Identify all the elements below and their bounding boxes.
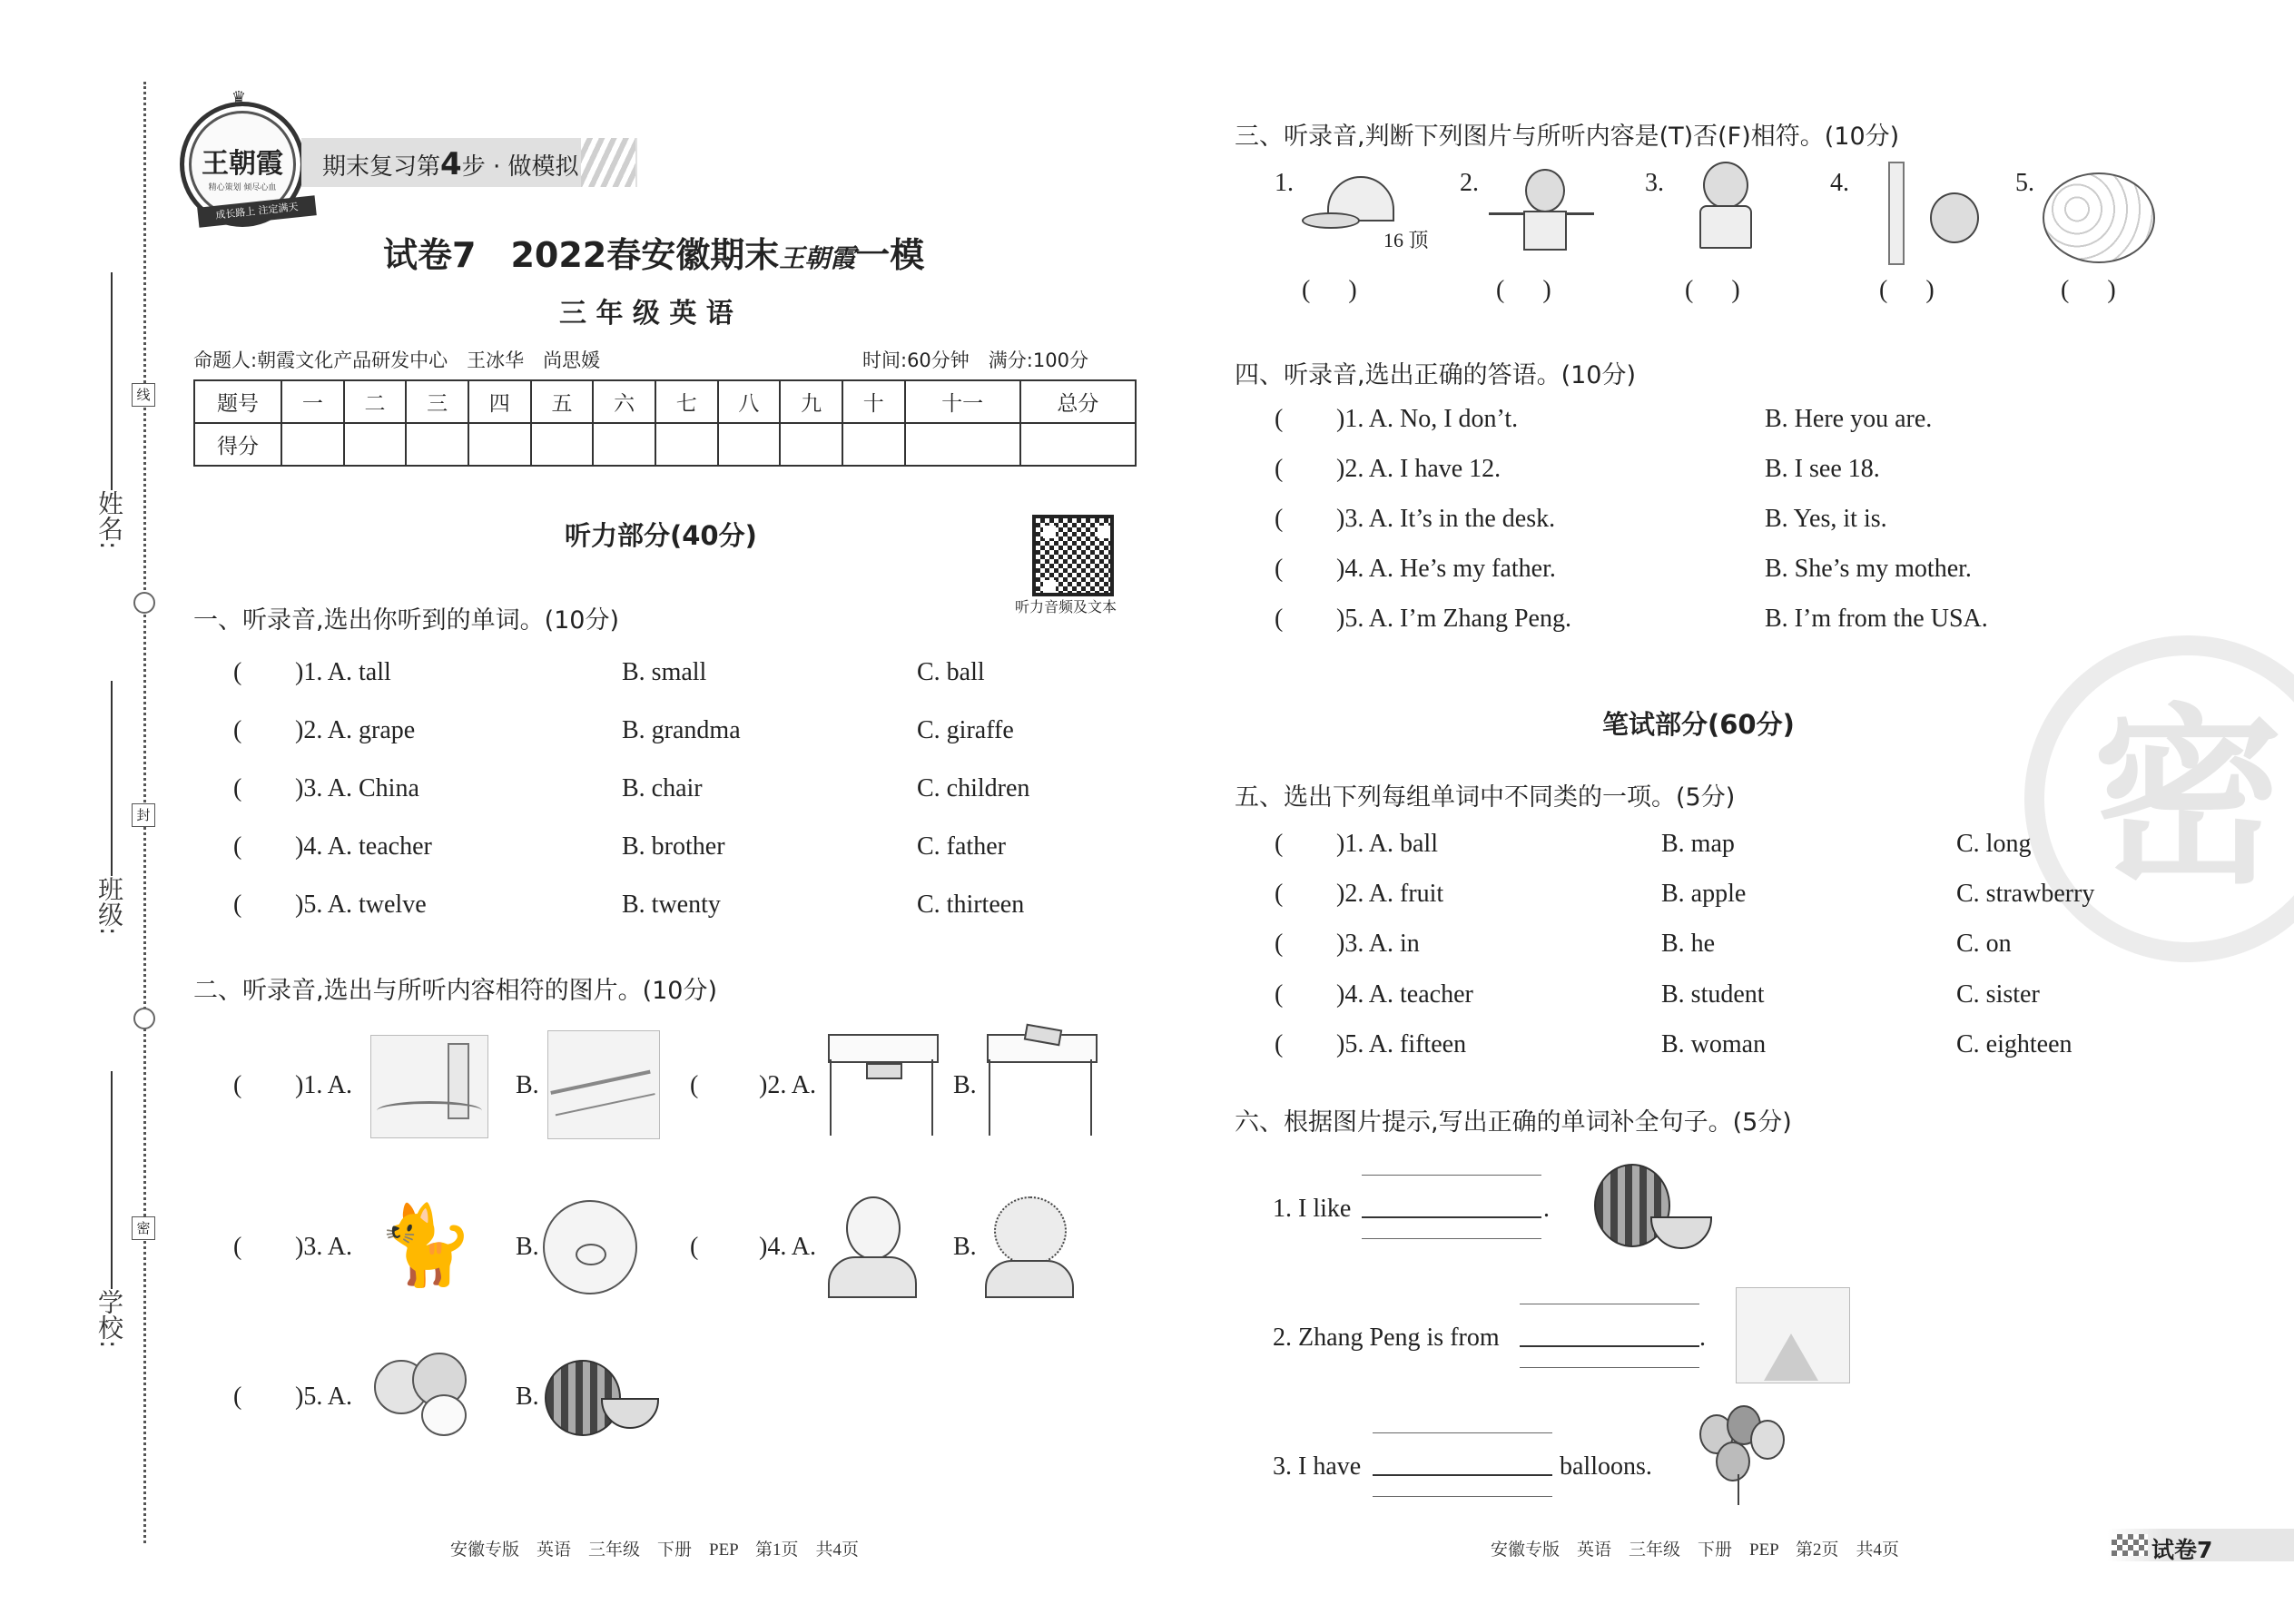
option-c: C. long [1956,830,2032,858]
option-a: )4. A. teacher [1336,980,1473,1009]
qr-caption: 听力音频及文本 [1015,598,1117,615]
balloon-shape [1716,1442,1750,1481]
option-a: )3. A. in [1336,930,1420,958]
desk-leg [1090,1059,1092,1136]
option-a: )1. A. tall [295,658,391,686]
class-label: 班级: [94,876,124,936]
score-table-score-row [194,423,1136,466]
option-b: B. She’s my mother. [1765,555,1972,583]
girl-dress [1699,205,1752,249]
option-c: C. strawberry [1956,880,2095,908]
option-a: )2. A. I have 12. [1336,455,1501,483]
apples-picture [370,1353,472,1439]
option-b: B. student [1661,980,1765,1009]
answer-paren[interactable]: ( [233,774,242,802]
guide-line [1362,1238,1541,1239]
score-input-cell[interactable] [655,423,718,466]
answer-blank-3[interactable] [1373,1474,1552,1476]
pic-label: B. [516,1383,539,1411]
answer-paren[interactable]: ( [690,1071,699,1099]
option-c: C. father [917,832,1006,861]
girl-head [1703,162,1748,209]
score-input-cell[interactable] [344,423,407,466]
option-b: B. twenty [622,891,721,919]
desk-leg [989,1059,990,1136]
grandma-body [985,1260,1074,1298]
option-c: C. children [917,774,1030,802]
answer-blank-1[interactable] [1362,1216,1541,1218]
option-b: B. brother [622,832,725,861]
q3-prefix: 3. I have [1273,1452,1362,1481]
answer-paren[interactable]: ( [1275,455,1284,483]
title-end: 一模 [855,235,925,275]
banner-prefix: 期末复习第 [322,153,441,181]
desk-picture [826,1030,937,1137]
boy-head [1930,192,1979,243]
pic-label: )5. A. [295,1383,352,1411]
answer-paren[interactable]: ( [233,891,242,919]
section-1-title: 一、听录音,选出你听到的单词。(10分) [193,606,620,635]
eggs-picture [2043,172,2155,263]
answer-paren[interactable]: ( [1275,605,1284,633]
little-girl-picture [1692,162,1756,261]
landscape-picture [1736,1287,1850,1383]
pic-label: )4. A. [759,1233,816,1261]
logo-slogan-ribbon: 成长路上 注定满天 [197,195,317,227]
option-a: )5. A. I’m Zhang Peng. [1336,605,1571,633]
score-input-cell[interactable] [905,423,1020,466]
time-score: 时间:60分钟 满分:100分 [862,349,1088,371]
score-table-header-row [194,380,1136,423]
score-input-cell[interactable] [842,423,905,466]
footer-tag: 试卷7 [2151,1537,2213,1563]
pig-snout [576,1244,606,1265]
cap-visor [1302,212,1360,229]
section-3-title: 三、听录音,判断下列图片与所听内容是(T)否(F)相符。(10分) [1235,123,1900,151]
title-brand: 王朝霞 [779,243,856,273]
guide-line [1373,1432,1552,1433]
desk-book-picture [985,1030,1096,1137]
answer-paren[interactable]: ( [1275,930,1284,958]
section-4-title: 四、听录音,选出正确的答语。(10分) [1235,361,1637,389]
q1-prefix: 1. I like [1273,1195,1352,1223]
answer-paren[interactable]: ( [1275,1030,1284,1058]
road-shape [1764,1334,1818,1381]
option-b: B. I see 18. [1765,455,1880,483]
authors: 命题人:朝霞文化产品研发中心 王冰华 尚思媛 [193,349,601,371]
answer-paren[interactable]: ( [1275,880,1284,908]
book-under-desk [866,1063,902,1079]
banner-step: 4 [440,146,462,182]
option-b: B. grandma [622,716,741,744]
logo-crown-icon: ♛ [231,88,247,107]
answer-paren[interactable]: ( [233,658,242,686]
option-c: C. eighteen [1956,1030,2072,1058]
answer-paren[interactable]: ( [233,716,242,744]
seal-mark-close: 密 [132,1216,155,1240]
desk-top [828,1034,939,1063]
item-number: 1. [1275,169,1294,197]
answer-paren[interactable]: ( [233,1383,242,1411]
option-a: )3. A. China [295,774,419,802]
paper-subtitle: 三 年 级 英 语 [559,298,733,330]
option-b: B. he [1661,930,1716,958]
girl-arms-picture [1489,169,1598,249]
watermark-seal: 密 [2024,635,2294,962]
cap-caption: 16 顶 [1383,229,1429,251]
school-field[interactable] [111,1071,113,1289]
qr-code-icon [1032,515,1114,596]
footer-tag-squares [2112,1534,2148,1556]
answer-paren[interactable]: ( [1275,405,1284,433]
answer-paren[interactable]: ( ) [1302,276,1357,304]
score-input-cell[interactable] [406,423,468,466]
score-cell: 五 [531,380,594,423]
cap-picture [1302,176,1411,231]
wall-shape [550,1070,655,1117]
score-input-cell[interactable] [468,423,531,466]
guide-line [1520,1367,1699,1368]
option-b: B. chair [622,774,703,802]
listening-title: 听力部分(40分) [565,520,757,551]
q3-suffix: balloons. [1560,1452,1652,1481]
grandpa-head [846,1196,901,1260]
score-cell: 十 [842,380,905,423]
option-b: B. Yes, it is. [1765,505,1887,533]
score-cell: 七 [655,380,718,423]
q1-suffix: . [1543,1195,1550,1223]
footer-right: 安徽专版 英语 三年级 下册 PEP 第2页 共4页 [1491,1540,1900,1560]
option-a: )1. A. No, I don’t. [1336,405,1519,433]
section-6-title: 六、根据图片提示,写出正确的单词补全句子。(5分) [1235,1108,1792,1137]
banner-text [322,146,578,182]
balloon-strings [1738,1474,1739,1505]
answer-paren[interactable]: ( ) [1496,276,1551,304]
score-cell: 三 [406,380,468,423]
score-input-cell[interactable] [593,423,655,466]
girl-head [1525,169,1565,212]
q2-suffix: . [1699,1324,1706,1352]
paper-title [383,227,924,277]
option-b: B. apple [1661,880,1747,908]
answer-paren[interactable]: ( ) [1879,276,1935,304]
score-input-cell[interactable] [718,423,781,466]
option-c: C. giraffe [917,716,1014,744]
pig-picture [543,1200,637,1294]
answer-paren[interactable]: ( [1275,505,1284,533]
answer-paren[interactable]: ( [233,832,242,861]
answer-paren[interactable]: ( [233,1233,242,1261]
score-table [193,379,1137,467]
grandpa-body [828,1256,917,1298]
score-input-cell[interactable] [780,423,842,466]
option-b: B. small [622,658,707,686]
score-cell: 六 [593,380,655,423]
bridge-shape [377,1101,482,1120]
grandma-picture [985,1196,1072,1296]
score-input-cell[interactable] [1020,423,1136,466]
option-c: C. thirteen [917,891,1025,919]
pic-label: )2. A. [759,1071,816,1099]
cat-picture: 🐈 [377,1200,475,1291]
option-c: C. sister [1956,980,2040,1009]
option-b: B. Here you are. [1765,405,1933,433]
score-cell: 得分 [194,423,281,466]
section-2-title: 二、听录音,选出与所听内容相符的图片。(10分) [193,977,718,1005]
balloon-shape [1750,1420,1785,1460]
title-main: 试卷7 2022春安徽期末 [383,235,780,275]
class-field[interactable] [111,681,113,876]
desk-leg [931,1059,933,1136]
option-a: )1. A. ball [1336,830,1438,858]
pic-label: B. [953,1233,977,1261]
score-cell: 总分 [1020,380,1136,423]
score-cell: 一 [281,380,344,423]
pic-label: B. [516,1233,539,1261]
pic-label: B. [953,1071,977,1099]
option-a: )2. A. fruit [1336,880,1444,908]
score-cell: 二 [344,380,407,423]
answer-paren[interactable]: ( ) [1685,276,1740,304]
great-wall-picture [547,1030,660,1139]
answer-paren[interactable]: ( ) [2061,276,2116,304]
tower-boy-picture [1870,162,1988,269]
seal-mark-line: 线 [132,383,155,407]
item-number: 3. [1645,169,1664,197]
option-a: )4. A. teacher [295,832,432,861]
option-b: B. map [1661,830,1735,858]
score-input-cell[interactable] [531,423,594,466]
score-input-cell[interactable] [281,423,344,466]
tower-shape [1888,162,1905,265]
city-tower-picture [370,1035,488,1138]
q2-prefix: 2. Zhang Peng is from [1273,1324,1500,1352]
score-cell: 八 [718,380,781,423]
guide-line [1362,1175,1541,1176]
binding-hole [133,1008,155,1029]
item-number: 2. [1460,169,1479,197]
binding-hole [133,592,155,614]
option-a: )2. A. grape [295,716,416,744]
section-5-title: 五、选出下列每组单词中不同类的一项。(5分) [1235,783,1736,812]
apple-half-shape [421,1394,467,1436]
footer-left: 安徽专版 英语 三年级 下册 PEP 第1页 共4页 [450,1540,860,1560]
writing-title: 笔试部分(60分) [1602,709,1795,740]
grandpa-picture [828,1196,915,1296]
score-cell: 九 [780,380,842,423]
grandma-hair [994,1196,1067,1265]
item-number: 4. [1830,169,1849,197]
answer-paren[interactable]: ( [1275,555,1284,583]
logo-motto: 精心策划 倾尽心血 [208,183,277,192]
logo-text: 王朝霞 [202,148,283,180]
pic-label: B. [516,1071,539,1099]
answer-paren[interactable]: ( [233,1071,242,1099]
item-number: 5. [2015,169,2034,197]
option-c: C. on [1956,930,2012,958]
answer-paren[interactable]: ( [690,1233,699,1261]
option-a: )4. A. He’s my father. [1336,555,1556,583]
pic-label: )3. A. [295,1233,352,1261]
banner-suffix: 步 · 做模拟 [461,153,579,181]
girl-body [1523,211,1567,251]
guide-line [1373,1496,1552,1497]
option-b: B. woman [1661,1030,1767,1058]
option-c: C. ball [917,658,985,686]
option-a: )5. A. fifteen [1336,1030,1467,1058]
answer-blank-2[interactable] [1520,1345,1699,1347]
seal-mark-seal: 封 [132,803,155,827]
score-cell: 四 [468,380,531,423]
desk-leg [830,1059,832,1136]
name-field[interactable] [111,272,113,490]
name-label: 姓名: [94,490,124,550]
option-a: )5. A. twelve [295,891,427,919]
banner-stripes [581,138,635,187]
balloons-picture [1694,1405,1785,1507]
score-cell: 十一 [905,380,1020,423]
option-b: B. I’m from the USA. [1765,605,1988,633]
answer-paren[interactable]: ( [1275,830,1284,858]
option-a: )3. A. It’s in the desk. [1336,505,1556,533]
school-label: 学校: [94,1289,124,1349]
pic-label: )1. A. [295,1071,352,1099]
watermelon-slice [1650,1216,1712,1249]
score-cell: 题号 [194,380,281,423]
answer-paren[interactable]: ( [1275,980,1284,1009]
